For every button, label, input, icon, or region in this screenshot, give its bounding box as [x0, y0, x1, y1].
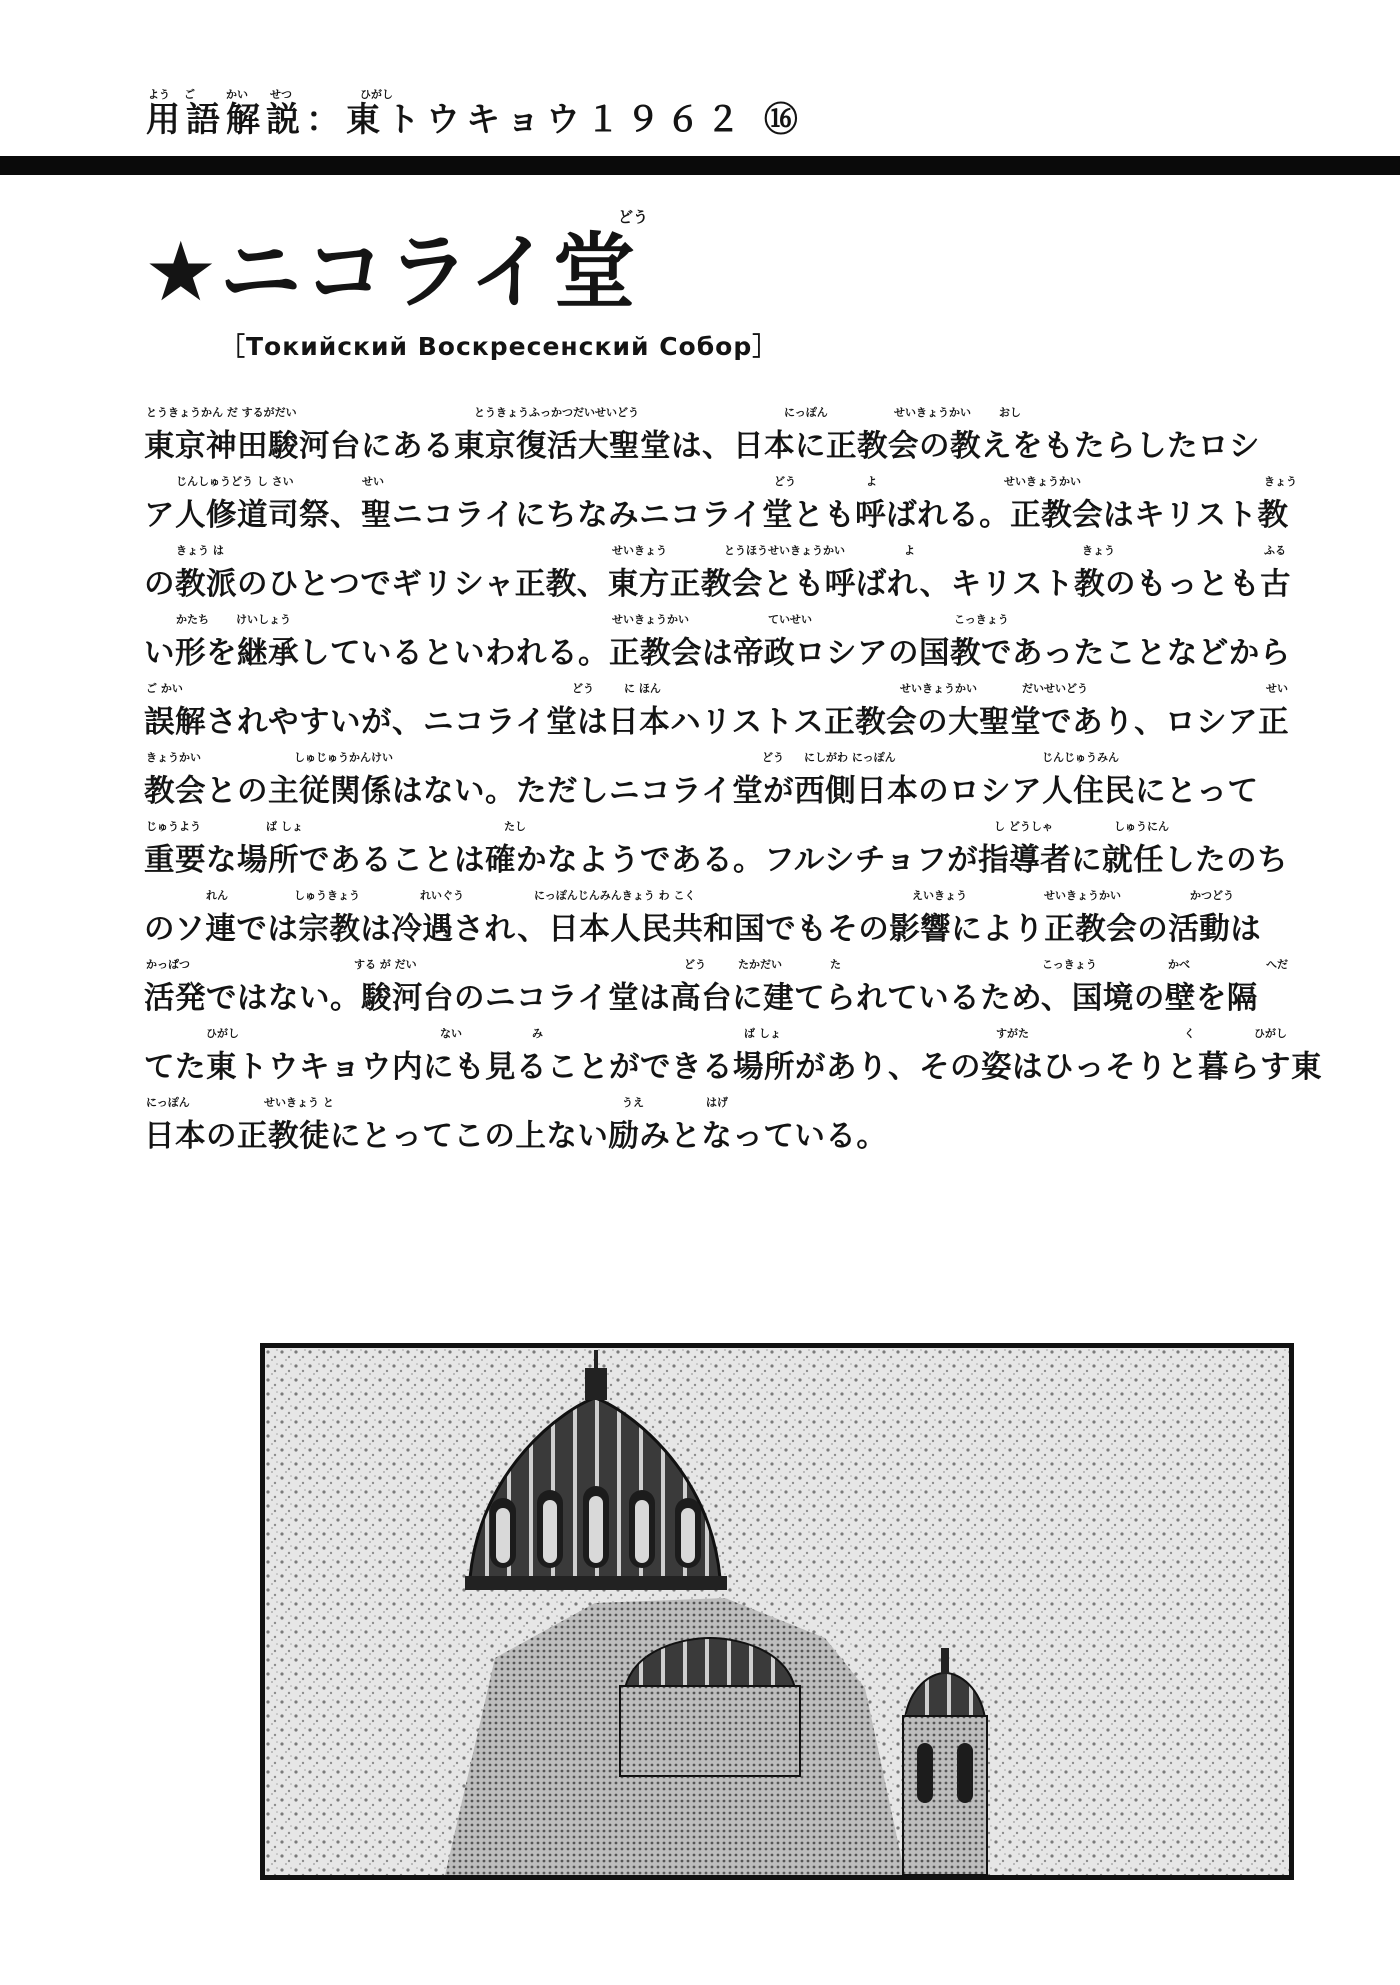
ruby-text: ご かい [146, 682, 183, 695]
ruby-text: どう [774, 475, 796, 488]
body-line [144, 1095, 1294, 1164]
ruby-text: きょうかい [146, 751, 201, 764]
body-line [144, 612, 1294, 681]
ruby-text: よ [866, 475, 877, 488]
entry-title: ★ニコライ堂 [144, 225, 638, 320]
ruby-text: きょう [1082, 544, 1115, 557]
ruby-text: えいきょう [912, 889, 967, 902]
ruby-text: たかだい [738, 958, 782, 971]
ruby-text: かっぱつ [146, 958, 190, 971]
ruby-text: せいきょう と [264, 1096, 334, 1109]
ruby-text: れいぐう [420, 889, 464, 902]
ruby-text: ひがし [206, 1027, 239, 1040]
ruby-text: にしがわ にっぽん [804, 751, 896, 764]
ruby-text: へだ [1266, 958, 1288, 971]
body-line-text: 教会との主従関係はない。ただしニコライ堂が西側日本のロシア人住民にとって [144, 774, 1259, 809]
ruby-text: しゅじゅうかんけい [294, 751, 393, 764]
header-ruby-text: せつ [270, 88, 292, 101]
ruby-text: よ [904, 544, 915, 557]
ruby-text: しゅうきょう [294, 889, 360, 902]
ruby-text: み [532, 1027, 543, 1040]
body-line [144, 681, 1294, 750]
cathedral-drawing [265, 1348, 1289, 1875]
entry-body [144, 405, 1322, 1164]
ruby-text: せいきょうかい [900, 682, 977, 695]
ruby-text: せいきょう [612, 544, 667, 557]
body-line [144, 543, 1294, 612]
ruby-text: せいきょうかい [612, 613, 689, 626]
entry-title-ruby: どう [618, 208, 649, 226]
ruby-text: だいせいどう [1022, 682, 1088, 695]
ruby-text: ば しょ [266, 820, 303, 833]
ruby-text: どう [762, 751, 784, 764]
ruby-text: ふる [1264, 544, 1286, 557]
body-line-text: 誤解されやすいが、ニコライ堂は日本ハリストス正教会の大聖堂であり、ロシア正 [144, 705, 1290, 740]
ruby-text: けいしょう [236, 613, 291, 626]
body-line [144, 405, 1294, 474]
entry-heading [144, 206, 1044, 320]
body-line [144, 474, 1297, 543]
ruby-text: にっぽん [784, 406, 828, 419]
body-line [144, 888, 1294, 957]
page-title: 用語解説：東トウキョウ１９６２ ⑯ [146, 100, 804, 140]
ruby-text: こっきょう [954, 613, 1009, 626]
ruby-text: せいきょうかい [894, 406, 971, 419]
ruby-text: きょう は [176, 544, 224, 557]
ruby-text: どう [684, 958, 706, 971]
ruby-text: せいきょうかい [1044, 889, 1121, 902]
ruby-text: おし [999, 406, 1021, 419]
entry-subtitle: ［Токийский Воскресенский Собор］ [220, 332, 779, 361]
ruby-text: はげ [706, 1096, 728, 1109]
body-line-text: 東京神田駿河台にある東京復活大聖堂は、日本に正教会の教えをもたらしたロシ [144, 429, 1260, 464]
ruby-text: れん [206, 889, 228, 902]
ruby-text: じんじゅうみん [1042, 751, 1119, 764]
ruby-text: かたち [176, 613, 209, 626]
ruby-text: きょう [1264, 475, 1297, 488]
ruby-text: せい [1266, 682, 1288, 695]
ruby-text: じんしゅうどう し さい [176, 475, 294, 488]
body-line-text: 日本の正教徒にとってこの上ない励みとなっている。 [144, 1119, 888, 1154]
ruby-text: し どうしゃ [994, 820, 1053, 833]
ruby-text: こっきょう [1042, 958, 1097, 971]
header-divider [0, 156, 1400, 175]
ruby-text: かつどう [1190, 889, 1234, 902]
header-ruby-text: ひがし [360, 88, 393, 101]
ruby-text: どう [572, 682, 594, 695]
ruby-text: とうきょうふっかつだいせいどう [474, 406, 639, 419]
ruby-text: する が だい [354, 958, 417, 971]
body-line-text: の教派のひとつでギリシャ正教、東方正教会とも呼ばれ、キリスト教のもっとも古 [144, 567, 1291, 602]
ruby-text: に ほん [624, 682, 661, 695]
ruby-text: しゅうにん [1114, 820, 1169, 833]
body-line-text: てた東トウキョウ内にも見ることができる場所があり、その姿はひっそりと暮らす東 [144, 1050, 1322, 1085]
ruby-text: すがた [996, 1027, 1029, 1040]
ruby-text: にっぽんじんみんきょう わ こく [534, 889, 696, 902]
ruby-text: く [1184, 1027, 1195, 1040]
ruby-text: ない [440, 1027, 462, 1040]
body-line [144, 819, 1294, 888]
ruby-text: ていせい [768, 613, 812, 626]
ruby-text: うえ [622, 1096, 644, 1109]
ruby-text: じゅうよう [146, 820, 201, 833]
ruby-text: にっぽん [146, 1096, 190, 1109]
header-ruby-text: かい [226, 88, 248, 101]
body-line-text: ア人修道司祭、聖ニコライにちなみニコライ堂とも呼ばれる。正教会はキリスト教 [144, 498, 1289, 533]
body-line-text: 重要な場所であることは確かなようである。フルシチョフが指導者に就任したのち [144, 843, 1289, 878]
body-line [144, 750, 1294, 819]
ruby-text: せいきょうかい [1004, 475, 1081, 488]
cathedral-illustration [260, 1343, 1294, 1880]
body-line [144, 1026, 1322, 1095]
body-line-text: い形を継承しているといわれる。正教会は帝政ロシアの国教であったことなどから [144, 636, 1291, 671]
header-ruby-text: ご [184, 88, 195, 101]
ruby-text: とうきょうかん だ するがだい [146, 406, 297, 419]
ruby-text: かべ [1168, 958, 1190, 971]
body-line-text: 活発ではない。駿河台のニコライ堂は高台に建てられているため、国境の壁を隔 [144, 981, 1258, 1016]
header-ruby-text: よう [148, 88, 170, 101]
ruby-text: たし [504, 820, 526, 833]
ruby-text: せい [362, 475, 384, 488]
body-line-text: のソ連では宗教は冷遇され、日本人民共和国でもその影響により正教会の活動は [144, 912, 1262, 947]
body-line [144, 957, 1294, 1026]
ruby-text: ば しょ [744, 1027, 781, 1040]
page-header [146, 86, 1346, 146]
ruby-text: た [830, 958, 841, 971]
ruby-text: ひがし [1254, 1027, 1287, 1040]
ruby-text: とうほうせいきょうかい [724, 544, 845, 557]
